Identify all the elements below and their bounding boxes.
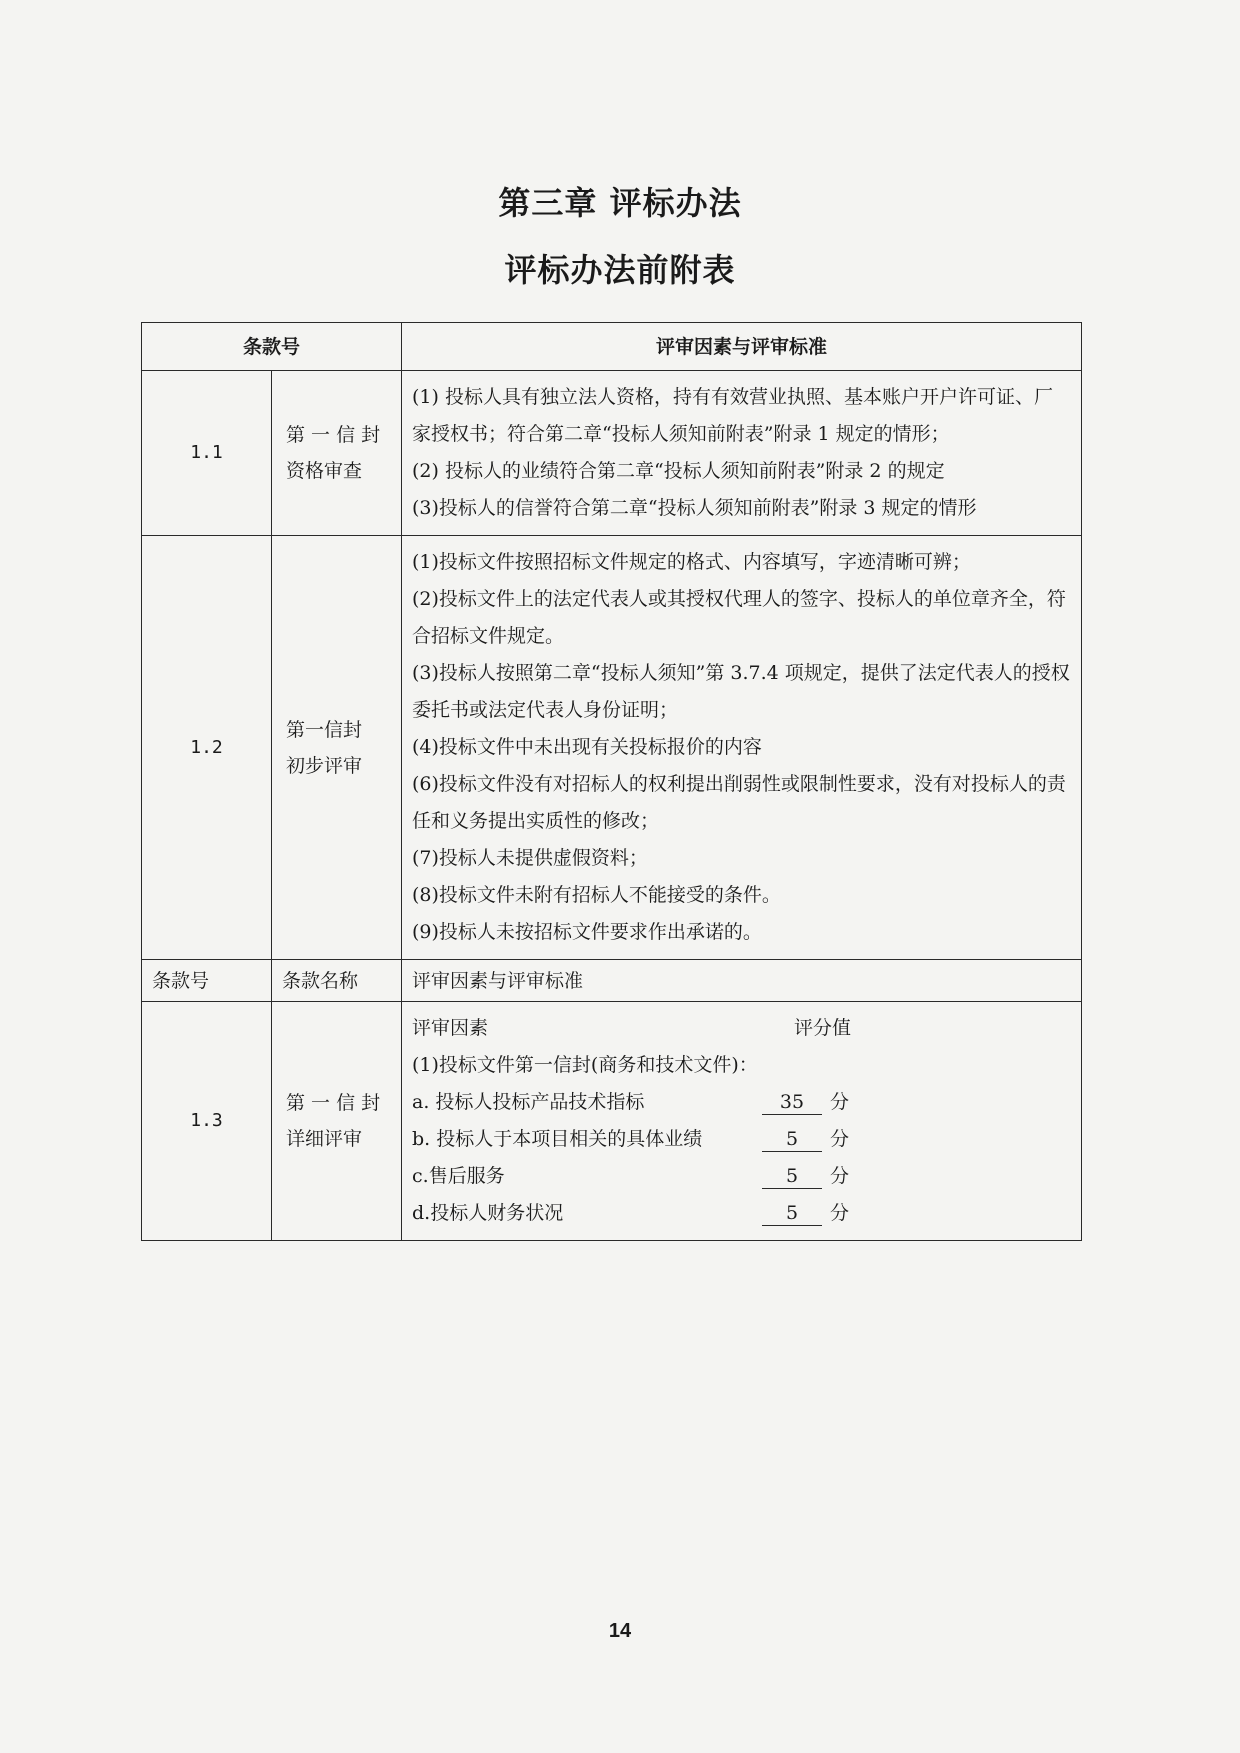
clause-number: 1.3 (142, 1002, 272, 1241)
score-unit: 分 (830, 1128, 850, 1150)
table-subheader-row (142, 960, 1082, 1002)
table-title: 评标办法前附表 (504, 251, 736, 289)
table-row (142, 371, 1082, 536)
score-row (412, 1158, 1071, 1195)
subheader-clause: 条款号 (142, 960, 272, 1002)
score-value: 5 (762, 1164, 822, 1189)
score-label: 评分值 (794, 1017, 852, 1039)
criteria-item: (2) 投标人的业绩符合第二章“投标人须知前附表”附录 2 的规定 (412, 460, 945, 482)
criteria-cell (402, 1002, 1082, 1241)
criteria-item: (6)投标文件没有对招标人的权利提出削弱性或限制性要求，没有对投标人的责任和义务提出实质性的修改； (412, 773, 1066, 832)
factor-label: 评审因素 (412, 1017, 489, 1039)
clause-name-line: 初步评审 (286, 754, 363, 777)
table-header-row (142, 323, 1082, 371)
clause-name-line: 资格审查 (286, 460, 363, 482)
criteria-item: (3)投标人按照第二章“投标人须知”第 3.7.4 项规定，提供了法定代表人的授权委托书或法定代表人身份证明； (412, 662, 1070, 721)
criteria-item: (8)投标文件未附有招标人不能接受的条件。 (412, 884, 781, 906)
score-unit: 分 (830, 1091, 850, 1113)
chapter-title: 第三章 评标办法 (498, 184, 742, 222)
score-row (412, 1084, 1071, 1121)
clause-name (272, 371, 402, 536)
clause-name (272, 536, 402, 960)
score-item-label: b. 投标人于本项目相关的具体业绩 (412, 1128, 703, 1150)
clause-name-line: 详细评审 (286, 1128, 363, 1150)
criteria-intro: (1)投标文件第一信封(商务和技术文件)： (412, 1054, 758, 1076)
criteria-item: (9)投标人未按招标文件要求作出承诺的。 (412, 921, 762, 943)
table-row (142, 536, 1082, 960)
score-header (412, 1010, 1071, 1047)
criteria-item: (7)投标人未提供虚假资料； (412, 847, 648, 869)
evaluation-table (141, 322, 1082, 1241)
score-value: 5 (762, 1127, 822, 1152)
clause-name-line: 第 一 信 封 (286, 1092, 381, 1114)
criteria-item: (1)投标文件按照招标文件规定的格式、内容填写，字迹清晰可辨； (412, 551, 971, 573)
score-value: 35 (762, 1090, 822, 1115)
criteria-item: (4)投标文件中未出现有关投标报价的内容 (412, 736, 762, 758)
criteria-item: (1) 投标人具有独立法人资格，持有有效营业执照、基本账户开户许可证、厂家授权书；符合第二章“投标人须知前附表”附录 1 规定的情形； (412, 386, 1053, 445)
table-row (142, 1002, 1082, 1241)
clause-number: 1.2 (142, 536, 272, 960)
score-row (412, 1121, 1071, 1158)
criteria-item: (3)投标人的信誉符合第二章“投标人须知前附表”附录 3 规定的情形 (412, 497, 977, 519)
criteria-item: (2)投标文件上的法定代表人或其授权代理人的签字、投标人的单位章齐全，符合招标文件规定。 (412, 588, 1066, 647)
page-number: 14 (608, 1620, 632, 1642)
subheader-name: 条款名称 (272, 960, 402, 1002)
score-unit: 分 (830, 1165, 850, 1187)
clause-name-line: 第 一 信 封 (286, 424, 381, 446)
clause-number: 1.1 (142, 371, 272, 536)
clause-name-line: 第一信封 (286, 718, 363, 741)
criteria-cell (402, 371, 1082, 536)
score-item-label: d.投标人财务状况 (412, 1202, 564, 1224)
score-unit: 分 (830, 1202, 850, 1224)
score-item-label: a. 投标人投标产品技术指标 (412, 1091, 645, 1113)
header-clause: 条款号 (142, 323, 402, 371)
score-row (412, 1195, 1071, 1232)
criteria-cell (402, 536, 1082, 960)
subheader-criteria: 评审因素与评审标准 (402, 960, 1082, 1002)
score-value: 5 (762, 1201, 822, 1226)
score-item-label: c.售后服务 (412, 1165, 505, 1187)
clause-name (272, 1002, 402, 1241)
header-criteria: 评审因素与评审标准 (402, 323, 1082, 371)
